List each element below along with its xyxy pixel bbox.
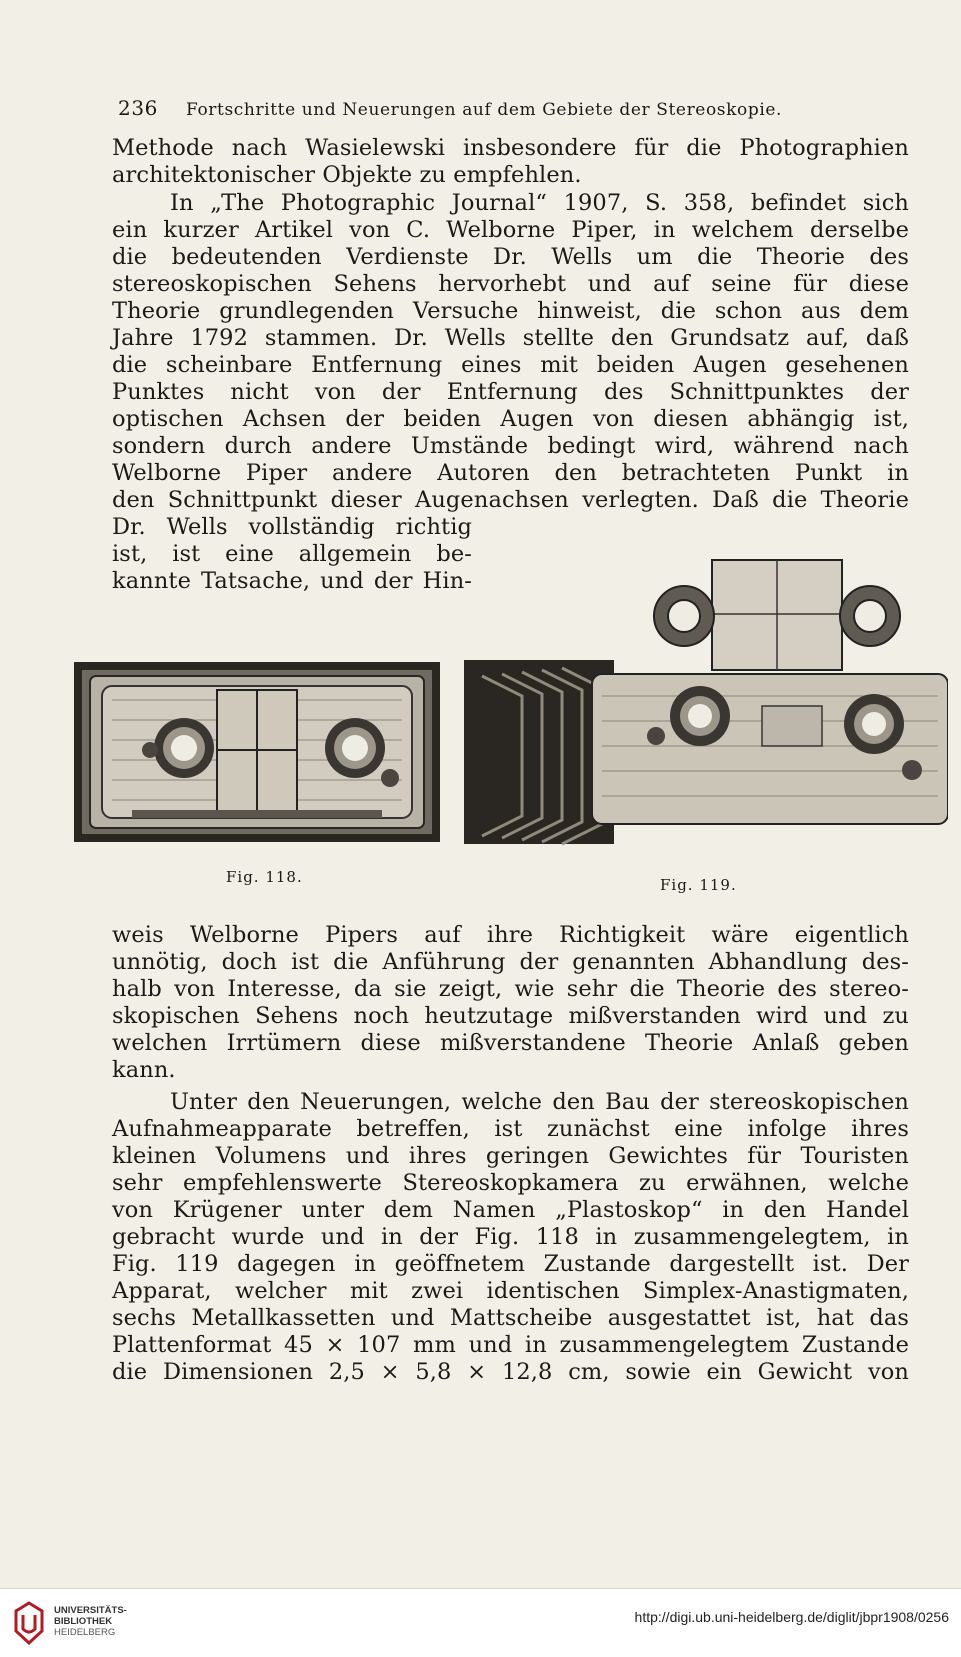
source-url-link[interactable]: http://digi.ub.uni-heidelberg.de/diglit/jbpr1908/0256 (634, 1609, 949, 1625)
text-line: Dr. Wells vollständig richtig (112, 514, 472, 540)
text-line: weis Welborne Pipers auf ihre Richtigkeit wäre eigentlich (112, 922, 909, 948)
library-name: UNIVERSITÄTS- BIBLIOTHEK HEIDELBERG (54, 1605, 127, 1638)
text-line: halb von Interesse, da sie zeigt, wie sehr die Theorie des stereo- (112, 976, 909, 1002)
text-line: die scheinbare Entfernung eines mit beiden Augen gesehenen (112, 352, 909, 378)
text-line: kannte Tatsache, und der Hin- (112, 568, 472, 594)
text-line: sondern durch andere Umstände bedingt wird, während nach (112, 433, 909, 459)
text-line: die bedeutenden Verdienste Dr. Wells um die Theorie des (112, 244, 909, 270)
text-line: sehr empfehlenswerte Stereoskopkamera zu erwähnen, welche (112, 1170, 909, 1196)
text-line: Theorie grundlegenden Versuche hinweist, die schon aus dem (112, 298, 909, 324)
text-line: Welborne Piper andere Autoren den betrachteten Punkt in (112, 460, 909, 486)
page-number: 236 (118, 96, 158, 120)
figure-118-caption: Fig. 118. (226, 868, 303, 886)
figure-119-caption: Fig. 119. (660, 876, 737, 894)
text-line: kleinen Volumens und ihres geringen Gewichtes für Touristen (112, 1143, 909, 1169)
text-line: kann. (112, 1057, 176, 1083)
text-line: gebracht wurde und in der Fig. 118 in zusammengelegtem, in (112, 1224, 909, 1250)
text-line: den Schnittpunkt dieser Augenachsen verlegten. Daß die Theorie (112, 487, 909, 513)
library-footer-bar (0, 1588, 961, 1657)
text-line: stereoskopischen Sehens hervorhebt und auf seine für diese (112, 271, 909, 297)
university-library-logo-icon (10, 1601, 48, 1645)
text-line: unnötig, doch ist die Anführung der genannten Abhandlung des- (112, 949, 909, 975)
text-line: In „The Photographic Journal“ 1907, S. 358, befindet sich (170, 190, 909, 216)
text-line: ein kurzer Artikel von C. Welborne Piper, in welchem derselbe (112, 217, 909, 243)
text-line: Unter den Neuerungen, welche den Bau der stereoskopischen (170, 1089, 909, 1115)
running-title: Fortschritte und Neuerungen auf dem Gebiete der Stereoskopie. (186, 100, 783, 120)
text-line: architektonischer Objekte zu empfehlen. (112, 162, 582, 188)
text-line: skopischen Sehens noch heutzutage mißverstanden wird und zu (112, 1003, 909, 1029)
text-line: Fig. 119 dagegen in geöffnetem Zustande dargestellt ist. Der (112, 1251, 909, 1277)
text-line: Aufnahmeapparate betreffen, ist zunächst eine infolge ihres (112, 1116, 909, 1142)
text-line: Plattenformat 45 × 107 mm und in zusammengelegtem Zustande (112, 1332, 909, 1358)
running-header (118, 96, 858, 120)
text-line: sechs Metallkassetten und Mattscheibe ausgestattet ist, hat das (112, 1305, 909, 1331)
text-line: Apparat, welcher mit zwei identischen Simplex-Anastigmaten, (112, 1278, 909, 1304)
text-line: von Krügener unter dem Namen „Plastoskop“ in den Handel (112, 1197, 909, 1223)
figure-118-folded-camera (72, 660, 442, 844)
text-line: optischen Achsen der beiden Augen von diesen abhängig ist, (112, 406, 909, 432)
text-line: welchen Irrtümern diese mißverstandene Theorie Anlaß geben (112, 1030, 909, 1056)
text-line: Jahre 1792 stammen. Dr. Wells stellte den Grundsatz auf, daß (112, 325, 909, 351)
text-line: Methode nach Wasielewski insbesondere für die Photographien (112, 135, 909, 161)
text-line: die Dimensionen 2,5 × 5,8 × 12,8 cm, sowie ein Gewicht von (112, 1359, 909, 1385)
figure-119-opened-camera (462, 556, 948, 846)
text-line: Punktes nicht von der Entfernung des Schnittpunktes der (112, 379, 909, 405)
text-line: ist, ist eine allgemein be- (112, 541, 472, 567)
